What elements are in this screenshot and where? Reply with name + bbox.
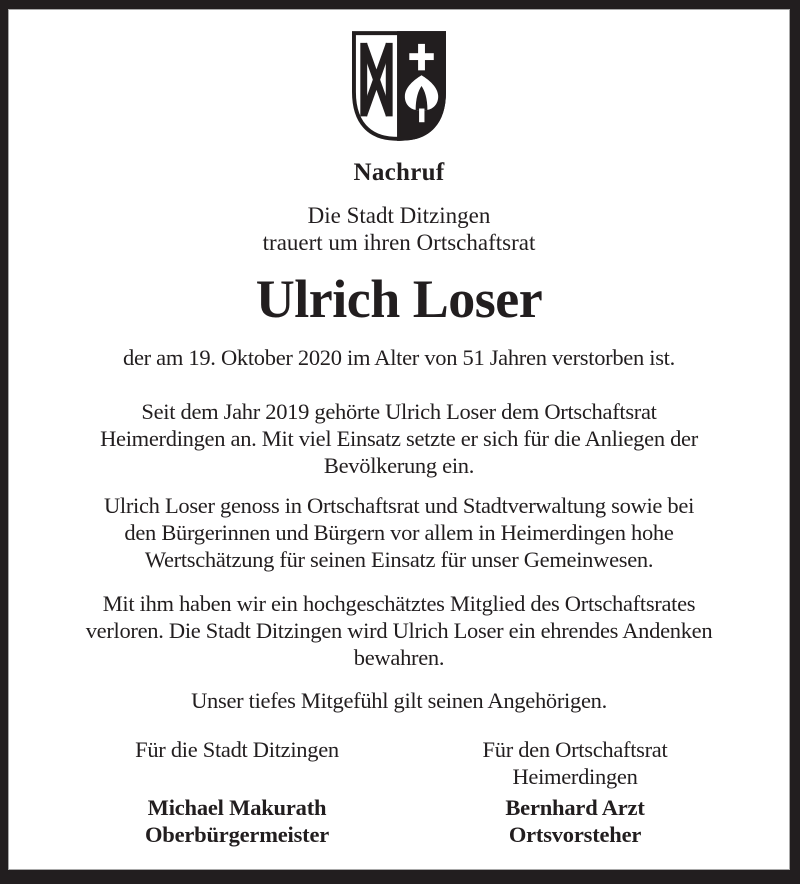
signer-name: Bernhard Arzt (505, 795, 645, 820)
death-date-line: der am 19. Oktober 2020 im Alter von 51 Jahren verstorben ist. (123, 345, 675, 370)
signature-area (87, 736, 789, 848)
paragraph-line: Heimerdingen an. Mit viel Einsatz setzte er sich für die Anliegen der (100, 426, 698, 451)
paragraph-line: bewahren. (353, 645, 445, 670)
paragraph-line: Wertschätzung für seinen Einsatz für unser Gemeinwesen. (144, 547, 654, 572)
obituary-page (8, 9, 790, 870)
paragraph-esteem (9, 492, 789, 573)
paragraph-line: Seit dem Jahr 2019 gehörte Ulrich Loser dem Ortschaftsrat (141, 399, 657, 424)
paragraph-line: den Bürgerinnen und Bürgern vor allem in Heimerdingen hohe (124, 520, 674, 545)
signature-local-council (425, 736, 725, 848)
paragraph-line: verloren. Die Stadt Ditzingen wird Ulrich Loser ein ehrendes Andenken (85, 618, 713, 643)
paragraph-line: Bevölkerung ein. (323, 453, 475, 478)
signer-role: Oberbürgermeister (144, 822, 330, 847)
intro-line-2: trauert um ihren Ortschaftsrat (262, 230, 536, 255)
signature-behalf-block (87, 736, 387, 790)
paragraph-service (9, 398, 789, 479)
behalf-line: Für die Stadt Ditzingen (135, 737, 339, 762)
paragraph-line: Ulrich Loser genoss in Ortschaftsrat und Stadtverwaltung sowie bei (103, 493, 695, 518)
condolence-line: Unser tiefes Mitgefühl gilt seinen Angehörigen. (191, 688, 607, 713)
signer-role: Ortsvorsteher (508, 822, 642, 847)
city-coat-of-arms (352, 31, 446, 141)
intro-block (9, 202, 789, 256)
deceased-name: Ulrich Loser (255, 269, 543, 329)
behalf-line: Für den Ortschaftsrat (482, 737, 668, 762)
notice-heading: Nachruf (353, 159, 445, 186)
behalf-line: Heimerdingen (512, 764, 638, 789)
signature-behalf-block (425, 736, 725, 790)
paragraph-remembrance (9, 590, 789, 671)
paragraph-line: Mit ihm haben wir ein hochgeschätztes Mitglied des Ortschaftsrates (102, 591, 696, 616)
signer-name: Michael Makurath (147, 795, 327, 820)
signature-city (87, 736, 387, 848)
intro-line-1: Die Stadt Ditzingen (307, 203, 491, 228)
